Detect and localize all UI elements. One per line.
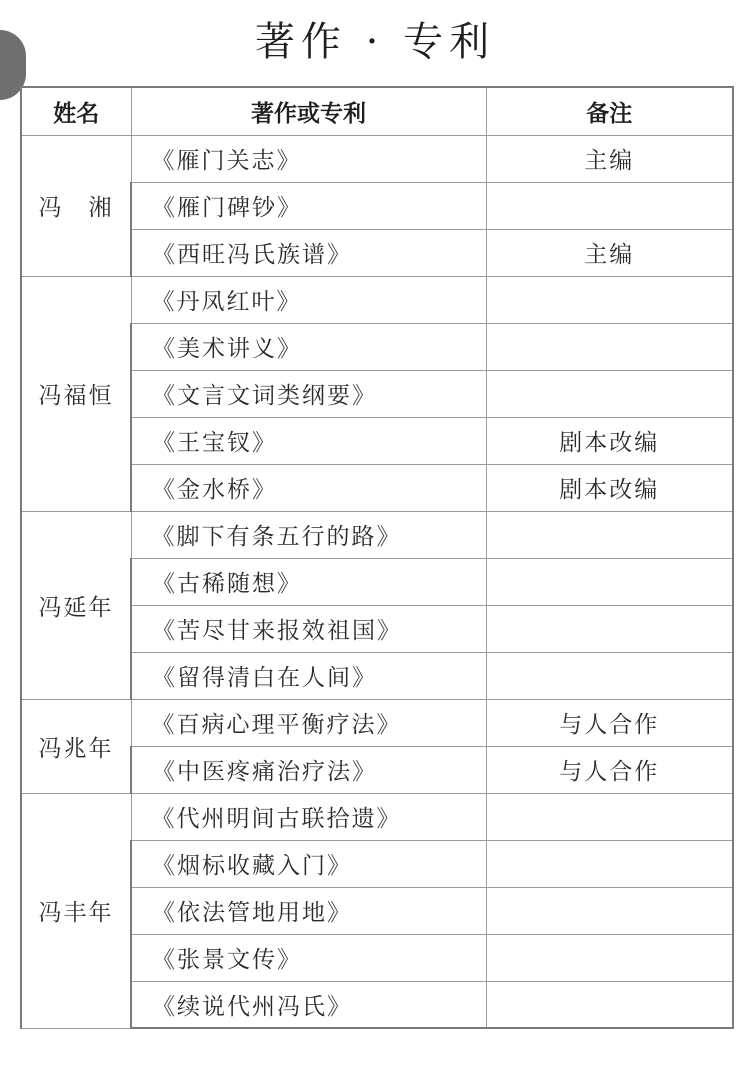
work-title-cell: 《续说代州冯氏》 xyxy=(131,981,486,1028)
author-name-cell: 冯延年 xyxy=(21,511,131,699)
note-cell xyxy=(486,370,733,417)
table-row xyxy=(21,793,733,840)
note-cell xyxy=(486,887,733,934)
work-title-cell: 《雁门关志》 xyxy=(131,135,486,182)
work-title-cell: 《丹凤红叶》 xyxy=(131,276,486,323)
table-row xyxy=(21,511,733,558)
note-cell xyxy=(486,182,733,229)
note-cell xyxy=(486,558,733,605)
work-title-cell: 《苦尽甘来报效祖国》 xyxy=(131,605,486,652)
author-name-cell: 冯兆年 xyxy=(21,699,131,793)
table-row xyxy=(21,276,733,323)
note-cell xyxy=(486,652,733,699)
work-title-cell: 《脚下有条五行的路》 xyxy=(131,511,486,558)
note-cell xyxy=(486,840,733,887)
table-body xyxy=(21,135,733,1028)
works-patents-table xyxy=(20,86,734,1029)
note-cell: 与人合作 xyxy=(486,699,733,746)
work-title-cell: 《代州明间古联拾遗》 xyxy=(131,793,486,840)
note-cell xyxy=(486,981,733,1028)
work-title-cell: 《中医疼痛治疗法》 xyxy=(131,746,486,793)
work-title-cell: 《留得清白在人间》 xyxy=(131,652,486,699)
note-cell xyxy=(486,605,733,652)
work-title-cell: 《美术讲义》 xyxy=(131,323,486,370)
work-title-cell: 《依法管地用地》 xyxy=(131,887,486,934)
header-name: 姓名 xyxy=(21,87,131,135)
author-name-cell: 冯丰年 xyxy=(21,793,131,1028)
work-title-cell: 《王宝钗》 xyxy=(131,417,486,464)
note-cell xyxy=(486,934,733,981)
note-cell: 主编 xyxy=(486,229,733,276)
note-cell xyxy=(486,511,733,558)
work-title-cell: 《金水桥》 xyxy=(131,464,486,511)
table-row xyxy=(21,135,733,182)
note-cell: 剧本改编 xyxy=(486,464,733,511)
page-title: 著作 · 专利 xyxy=(254,19,496,65)
author-name-cell: 冯福恒 xyxy=(21,276,131,511)
header-work: 著作或专利 xyxy=(131,87,486,135)
work-title-cell: 《百病心理平衡疗法》 xyxy=(131,699,486,746)
work-title-cell: 《西旺冯氏族谱》 xyxy=(131,229,486,276)
table-row xyxy=(21,699,733,746)
author-name-cell: 冯 湘 xyxy=(21,135,131,276)
work-title-cell: 《张景文传》 xyxy=(131,934,486,981)
note-cell: 剧本改编 xyxy=(486,417,733,464)
note-cell: 主编 xyxy=(486,135,733,182)
work-title-cell: 《文言文词类纲要》 xyxy=(131,370,486,417)
note-cell xyxy=(486,793,733,840)
table-header-row xyxy=(21,87,733,135)
work-title-cell: 《烟标收藏入门》 xyxy=(131,840,486,887)
work-title-cell: 《古稀随想》 xyxy=(131,558,486,605)
work-title-cell: 《雁门碑钞》 xyxy=(131,182,486,229)
header-note: 备注 xyxy=(486,87,733,135)
note-cell xyxy=(486,276,733,323)
note-cell xyxy=(486,323,733,370)
note-cell: 与人合作 xyxy=(486,746,733,793)
